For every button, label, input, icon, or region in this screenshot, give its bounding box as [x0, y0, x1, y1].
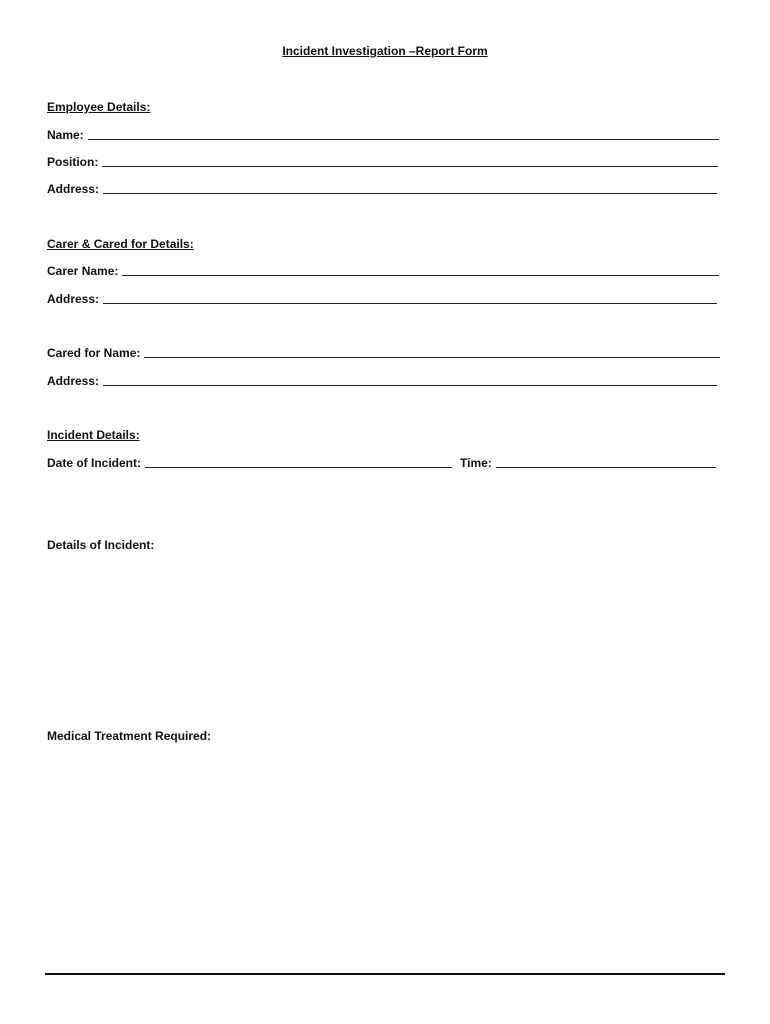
footer-divider — [45, 973, 725, 975]
cared-for-name-input-line[interactable] — [144, 343, 720, 358]
carer-address-field — [47, 288, 717, 306]
employee-address-field — [47, 178, 717, 196]
employee-name-field — [47, 124, 719, 142]
incident-time-label: Time: — [460, 456, 492, 470]
carer-name-input-line[interactable] — [122, 261, 719, 276]
cared-for-address-field — [47, 370, 717, 388]
carer-name-label: Carer Name: — [47, 264, 119, 278]
carer-details-heading: Carer & Cared for Details: — [47, 237, 194, 251]
carer-address-input-line[interactable] — [103, 289, 717, 304]
incident-time-input-line[interactable] — [496, 453, 716, 468]
employee-position-label: Position: — [47, 155, 99, 169]
incident-time-field — [460, 452, 716, 470]
carer-address-label: Address: — [47, 292, 100, 306]
form-title: Incident Investigation –Report Form — [282, 44, 488, 58]
cared-for-address-label: Address: — [47, 374, 100, 388]
incident-date-input-line[interactable] — [145, 453, 452, 468]
employee-address-input-line[interactable] — [103, 179, 717, 194]
employee-name-input-line[interactable] — [88, 125, 719, 140]
employee-details-heading: Employee Details: — [47, 100, 151, 114]
incident-date-label: Date of Incident: — [47, 456, 142, 470]
incident-details-heading: Incident Details: — [47, 428, 140, 442]
cared-for-address-input-line[interactable] — [103, 371, 717, 386]
medical-treatment-label: Medical Treatment Required: — [47, 729, 212, 743]
carer-name-field — [47, 260, 719, 278]
employee-name-label: Name: — [47, 128, 84, 142]
employee-address-label: Address: — [47, 182, 100, 196]
cared-for-name-field — [47, 342, 720, 360]
incident-details-label: Details of Incident: — [47, 538, 155, 552]
cared-for-name-label: Cared for Name: — [47, 346, 141, 360]
employee-position-field — [47, 151, 718, 169]
incident-date-field — [47, 452, 452, 470]
employee-position-input-line[interactable] — [102, 152, 718, 167]
